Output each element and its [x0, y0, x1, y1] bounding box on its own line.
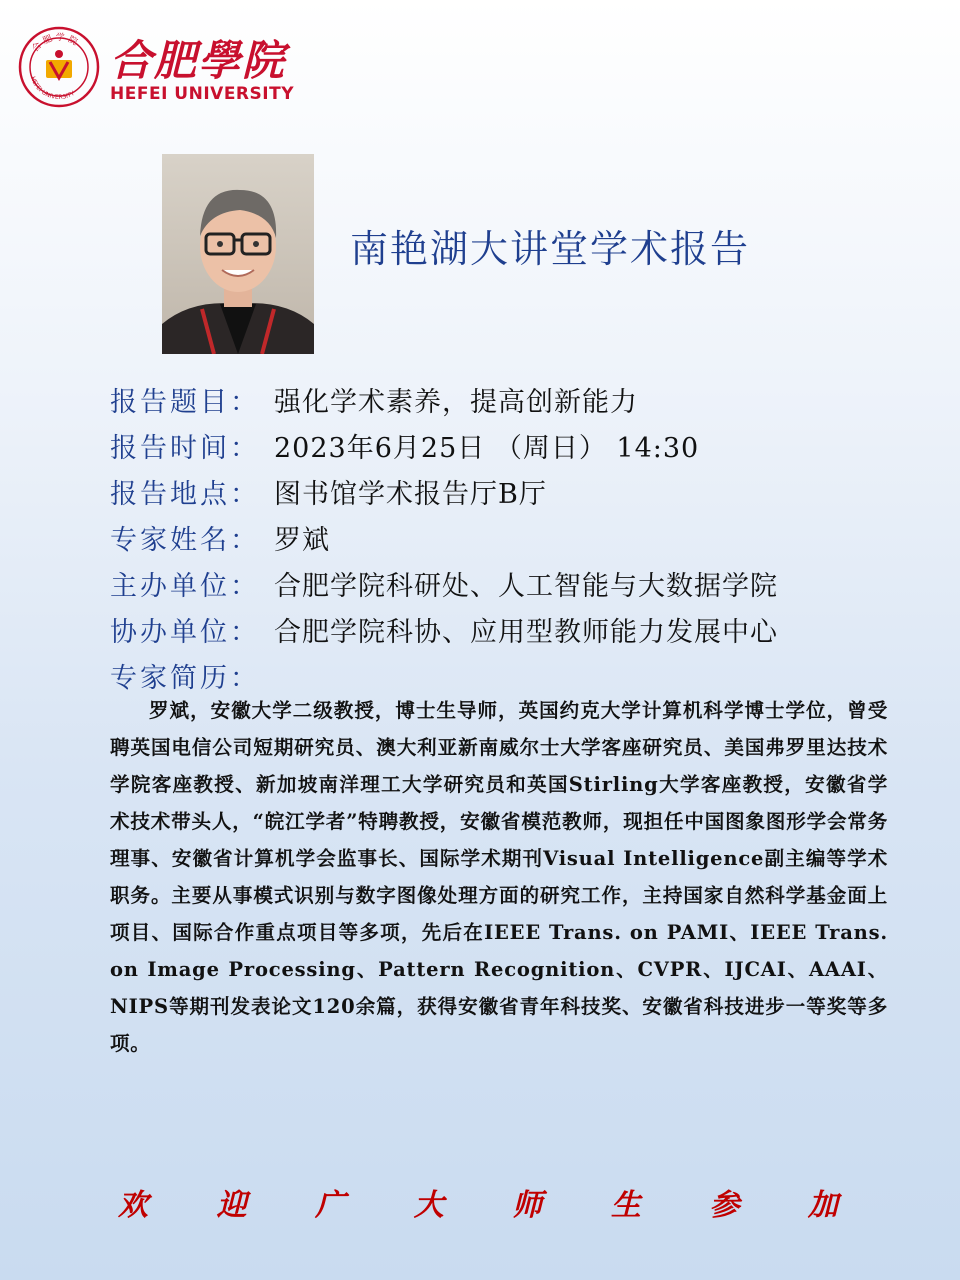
detail-row-time — [110, 426, 910, 472]
detail-label: 报告题目： — [110, 387, 260, 418]
welcome-char: 加 — [807, 1188, 838, 1223]
welcome-char: 欢 — [118, 1188, 148, 1223]
university-seal-logo — [18, 26, 100, 108]
detail-row-speaker — [110, 518, 910, 564]
svg-text:合 肥 学 院: 合 肥 学 院 — [30, 32, 79, 55]
detail-value: 合肥学院科协、应用型教师能力发展中心 — [274, 617, 778, 648]
detail-value: 罗斌 — [274, 525, 330, 556]
speaker-bio: 罗斌，安徽大学二级教授，博士生导师，英国约克大学计算机科学博士学位，曾受聘英国电信公司短期研究员、澳大利亚新南威尔士大学客座研究员、美国弗罗里达技术学院客座教授、新加坡南洋理工大学研究员和英国Stirling大学客座教授，安徽省学术技术带头人，“皖江学者”特聘教授，安徽省模范教师，现担任中国图象图形学会常务理事、安徽省计算机学会监事长、国际学术期刊Visual Intelligence副主编等学术职务。主要从事模式识别与数字图像处理方面的研究工作，主持国家自然科学基金面上项目、国际合作重点项目等多项，先后在IEEE Trans. on PAMI、IEEE Trans. on Image Processing、Pattern Recognition、CVPR、IJCAI、AAAI、NIPS等期刊发表论文120余篇，获得安徽省青年科技奖、安徽省科技进步一等奖等多项。 — [110, 699, 888, 1055]
detail-row-host — [110, 564, 910, 610]
welcome-char: 生 — [610, 1188, 641, 1223]
detail-row-topic — [110, 380, 910, 426]
welcome-char: 师 — [512, 1188, 543, 1223]
detail-label: 专家姓名： — [110, 525, 260, 556]
logo-english-name: HEFEI UNIVERSITY — [110, 84, 295, 104]
detail-row-location — [110, 472, 910, 518]
detail-row-co-host — [110, 610, 910, 656]
detail-label: 报告地点： — [110, 479, 260, 510]
detail-value: 合肥学院科研处、人工智能与大数据学院 — [274, 571, 778, 602]
detail-label: 主办单位： — [110, 571, 260, 602]
detail-value: 图书馆学术报告厅B厅 — [274, 479, 547, 510]
detail-value: 强化学术素养，提高创新能力 — [274, 387, 638, 418]
detail-label: 报告时间： — [110, 433, 260, 464]
detail-label: 协办单位： — [110, 617, 260, 648]
detail-label: 专家简历： — [110, 663, 260, 694]
welcome-char: 大 — [413, 1188, 444, 1223]
page-title: 南艳湖大讲堂学术报告 — [350, 227, 751, 271]
report-details — [110, 380, 910, 702]
detail-value: 2023年6月25日 （周日） 14:30 — [274, 433, 700, 464]
welcome-char: 迎 — [216, 1188, 247, 1223]
welcome-char: 参 — [709, 1188, 740, 1223]
welcome-char: 广 — [315, 1188, 346, 1223]
welcome-message — [118, 1180, 838, 1224]
logo-chinese-name: 合肥學院 — [110, 36, 287, 85]
speaker-photo — [162, 154, 314, 354]
svg-text:HEFEI UNIVERSITY: HEFEI UNIVERSITY — [28, 75, 76, 102]
